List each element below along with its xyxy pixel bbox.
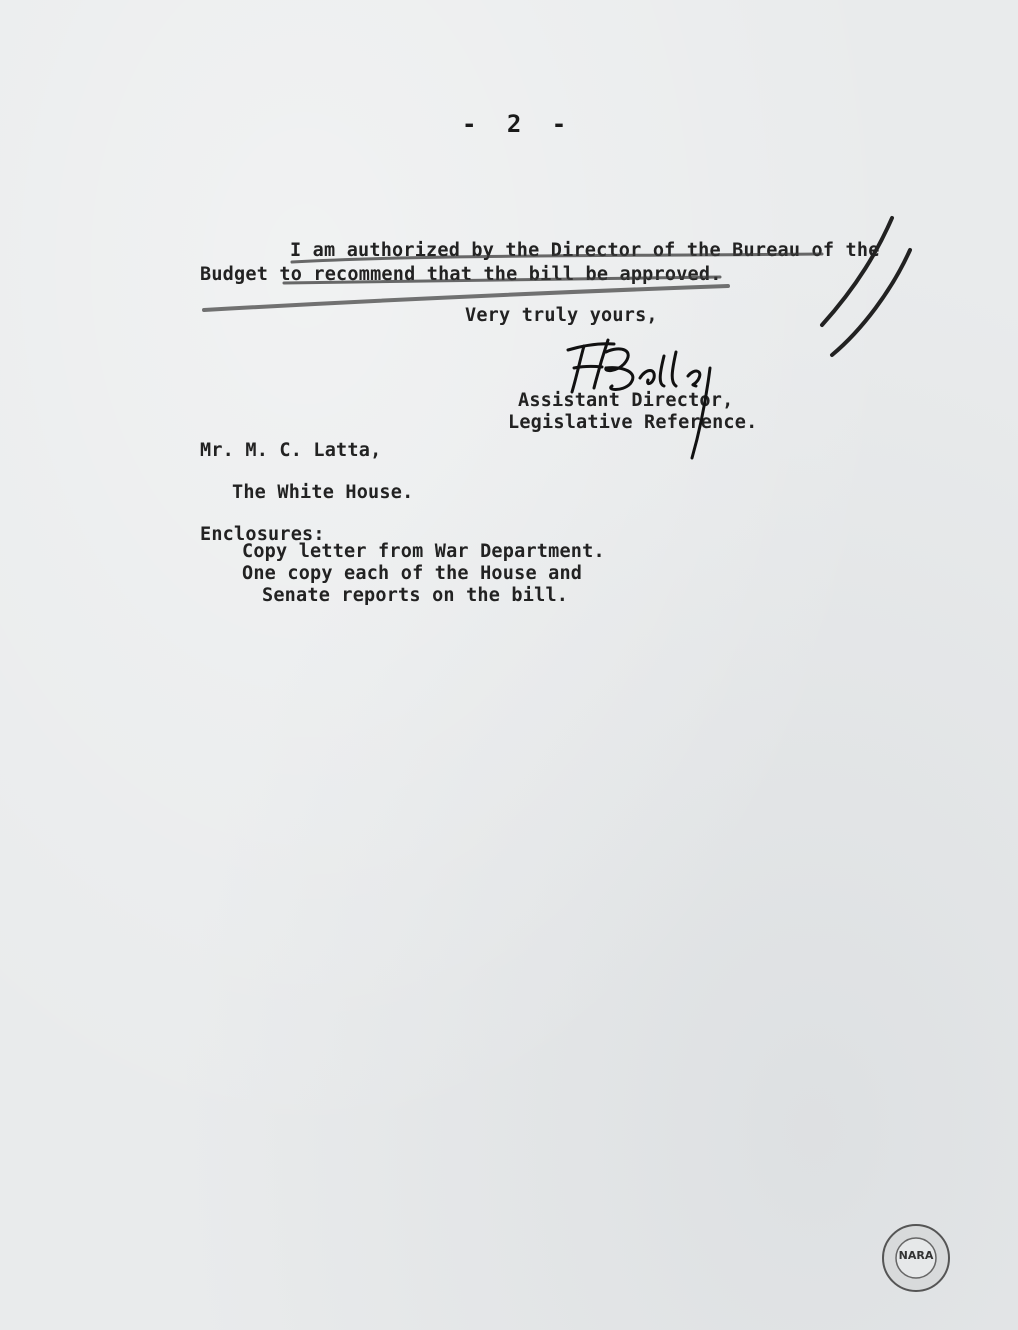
enclosure-item-2-line-2: Senate reports on the bill. (262, 585, 569, 606)
addressee-location: The White House. (232, 482, 414, 503)
stamp-label: NARA (898, 1249, 934, 1262)
enclosure-item-2-line-1: One copy each of the House and (242, 563, 583, 584)
signer-title-line-2: Legislative Reference. (508, 412, 758, 433)
pencil-margin-mark-2 (832, 250, 910, 355)
closing-salutation: Very truly yours, (465, 305, 658, 326)
body-line-2: Budget to recommend that the bill be approved. (200, 264, 722, 285)
pencil-margin-mark-1 (822, 218, 892, 325)
addressee-name: Mr. M. C. Latta, (200, 440, 382, 461)
library-stamp (880, 1222, 952, 1294)
enclosure-item-1: Copy letter from War Department. (242, 541, 605, 562)
body-line-1: I am authorized by the Director of the Bureau of the (290, 240, 880, 261)
signer-title-line-1: Assistant Director, (518, 390, 734, 411)
enclosures-heading: Enclosures: (200, 524, 325, 545)
page-number: - 2 - (462, 110, 575, 138)
